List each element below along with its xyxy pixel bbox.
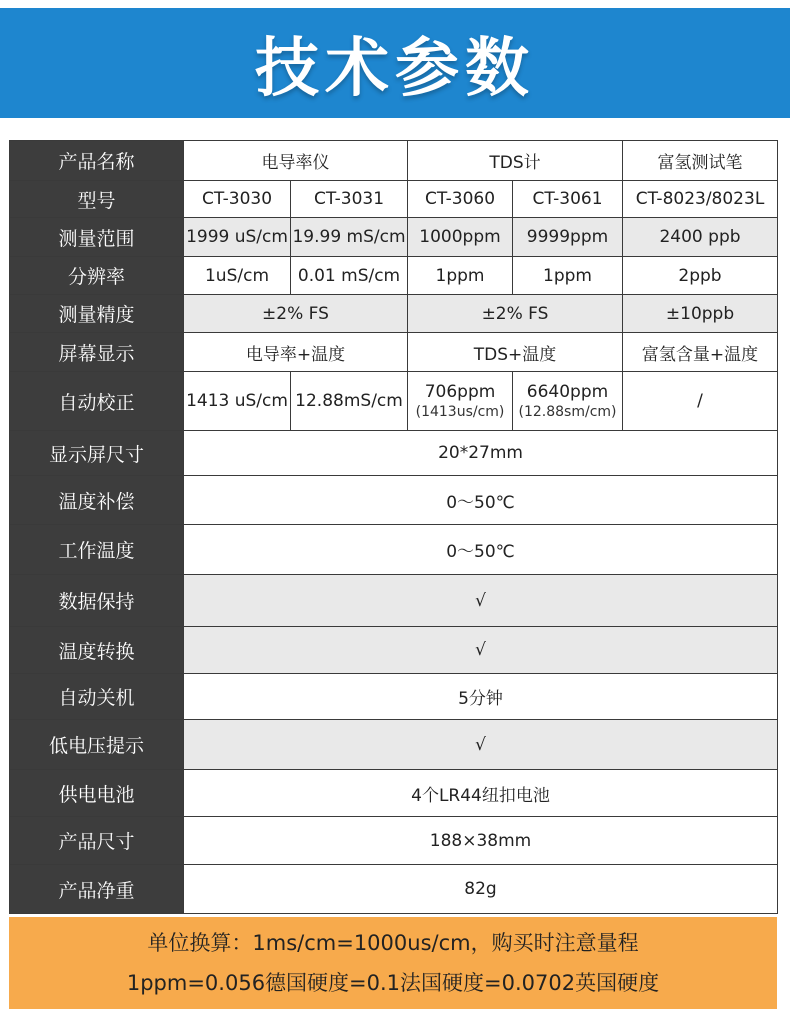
row-label: 产品尺寸 bbox=[10, 817, 184, 865]
row-label: 分辨率 bbox=[10, 257, 184, 295]
title-banner bbox=[0, 8, 790, 118]
row-accuracy bbox=[10, 295, 778, 333]
row-label: 供电电池 bbox=[10, 770, 184, 817]
cell-model-1: CT-3030 bbox=[184, 181, 291, 218]
row-label: 产品净重 bbox=[10, 865, 184, 914]
row-label: 屏幕显示 bbox=[10, 333, 184, 372]
row-auto-off bbox=[10, 674, 778, 720]
cell-display-cond: 电导率+温度 bbox=[184, 333, 408, 372]
row-resolution bbox=[10, 257, 778, 295]
cell-calibration-2: 12.88mS/cm bbox=[291, 372, 408, 431]
cell-resolution-5: 2ppb bbox=[623, 257, 778, 295]
cell-calibration-5: / bbox=[623, 372, 778, 431]
cell-range-3: 1000ppm bbox=[408, 218, 513, 257]
cell-display-hyd: 富氢含量+温度 bbox=[623, 333, 778, 372]
row-low-battery bbox=[10, 720, 778, 770]
row-weight bbox=[10, 865, 778, 914]
cell-resolution-2: 0.01 mS/cm bbox=[291, 257, 408, 295]
check-mark: √ bbox=[184, 720, 778, 770]
cell-value: 4个LR44纽扣电池 bbox=[184, 770, 778, 817]
row-work-temp bbox=[10, 525, 778, 575]
cell-range-4: 9999ppm bbox=[513, 218, 623, 257]
row-label: 测量精度 bbox=[10, 295, 184, 333]
row-temp-compensation bbox=[10, 476, 778, 525]
check-mark: √ bbox=[184, 627, 778, 674]
page-title: 技术参数 bbox=[255, 32, 535, 106]
check-mark: √ bbox=[184, 575, 778, 627]
cell-hydrogen-pen: 富氢测试笔 bbox=[623, 141, 778, 181]
row-label: 型号 bbox=[10, 181, 184, 218]
row-battery bbox=[10, 770, 778, 817]
cell-range-1: 1999 uS/cm bbox=[184, 218, 291, 257]
row-display bbox=[10, 333, 778, 372]
row-label: 产品名称 bbox=[10, 141, 184, 181]
row-label: 自动关机 bbox=[10, 674, 184, 720]
cell-accuracy-tds: ±2% FS bbox=[408, 295, 623, 333]
conversion-note bbox=[9, 917, 777, 1009]
cell-resolution-1: 1uS/cm bbox=[184, 257, 291, 295]
cell-conductivity-meter: 电导率仪 bbox=[184, 141, 408, 181]
calibration-value: 706ppm bbox=[424, 382, 496, 402]
cell-calibration-3 bbox=[408, 372, 513, 431]
cell-value: 0～50℃ bbox=[184, 525, 778, 575]
cell-model-4: CT-3061 bbox=[513, 181, 623, 218]
row-label: 测量范围 bbox=[10, 218, 184, 257]
cell-accuracy-hyd: ±10ppb bbox=[623, 295, 778, 333]
cell-model-3: CT-3060 bbox=[408, 181, 513, 218]
row-label: 低电压提示 bbox=[10, 720, 184, 770]
cell-resolution-4: 1ppm bbox=[513, 257, 623, 295]
cell-resolution-3: 1ppm bbox=[408, 257, 513, 295]
note-line-1: 单位换算：1ms/cm=1000us/cm，购买时注意量程 bbox=[147, 931, 639, 955]
cell-model-2: CT-3031 bbox=[291, 181, 408, 218]
cell-range-5: 2400 ppb bbox=[623, 218, 778, 257]
cell-value: 0～50℃ bbox=[184, 476, 778, 525]
row-label: 温度转换 bbox=[10, 627, 184, 674]
cell-calibration-1: 1413 uS/cm bbox=[184, 372, 291, 431]
row-data-hold bbox=[10, 575, 778, 627]
cell-model-5: CT-8023/8023L bbox=[623, 181, 778, 218]
row-calibration bbox=[10, 372, 778, 431]
cell-display-tds: TDS+温度 bbox=[408, 333, 623, 372]
row-label: 显示屏尺寸 bbox=[10, 431, 184, 476]
note-line-2: 1ppm=0.056德国硬度=0.1法国硬度=0.0702英国硬度 bbox=[126, 971, 660, 995]
row-range bbox=[10, 218, 778, 257]
row-screen-size bbox=[10, 431, 778, 476]
row-label: 工作温度 bbox=[10, 525, 184, 575]
cell-value: 82g bbox=[184, 865, 778, 914]
cell-tds-meter: TDS计 bbox=[408, 141, 623, 181]
cell-calibration-4 bbox=[513, 372, 623, 431]
row-product-name bbox=[10, 141, 778, 181]
calibration-subvalue: (1413us/cm) bbox=[415, 404, 505, 420]
row-model bbox=[10, 181, 778, 218]
row-temp-conversion bbox=[10, 627, 778, 674]
row-label: 自动校正 bbox=[10, 372, 184, 431]
calibration-subvalue: (12.88sm/cm) bbox=[518, 404, 617, 420]
cell-value: 188×38mm bbox=[184, 817, 778, 865]
cell-range-2: 19.99 mS/cm bbox=[291, 218, 408, 257]
cell-value: 5分钟 bbox=[184, 674, 778, 720]
row-label: 温度补偿 bbox=[10, 476, 184, 525]
calibration-value: 6640ppm bbox=[526, 382, 609, 402]
cell-accuracy-cond: ±2% FS bbox=[184, 295, 408, 333]
spec-table bbox=[9, 140, 778, 914]
row-size bbox=[10, 817, 778, 865]
cell-value: 20*27mm bbox=[184, 431, 778, 476]
row-label: 数据保持 bbox=[10, 575, 184, 627]
